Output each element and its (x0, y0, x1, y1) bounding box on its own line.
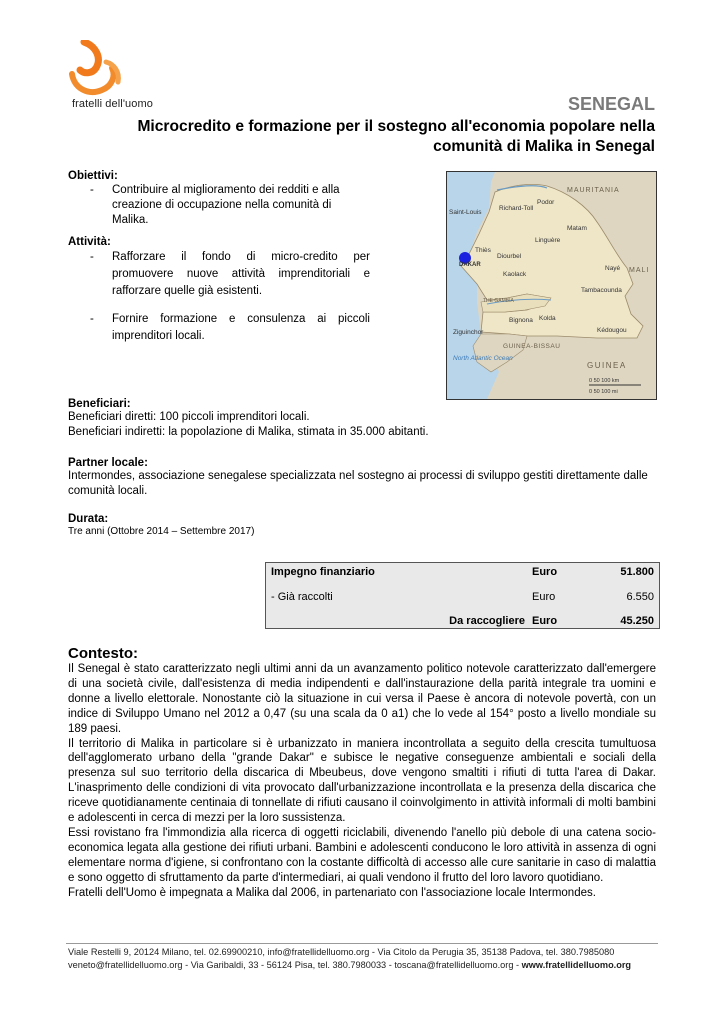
duration-label: Durata: (68, 513, 109, 525)
context-paragraph: Il Senegal è stato caratterizzato negli ultimi anni da un avanzamento politico notevole caratterizzato dall'emergere di una società civile, dall'esistenza di media indipendenti e dall'instaurazione della parità integrale tra uomini e donne a livello elettorale. Nonostante ciò la situazione in cui versa il Paese è ancora di notevole povertà, con un indice di Sviluppo Umano nel 2012 a 0,47 (su una scala da 0 a1) che lo vede al 154° posto a livello mondiale su 189 paesi. (68, 663, 656, 735)
map-label: MAURITANIA (567, 187, 620, 194)
partner-label: Partner locale: (68, 457, 148, 469)
map-label: Kédougou (597, 327, 627, 334)
context-paragraph: Il territorio di Malika in particolare si è urbanizzato in maniera incontrollata a seguito della crescita tumultuosa dell'agglomerato urbano della "grande Dakar" e subisce le negative conseguenze ambientali e sociali della presenza sul suo territorio della discarica di Mbeubeus, dove vengono smaltiti i rifiuti di tutta l'area di Dakar. L'inasprimento delle condizioni di vita provocato dall'urbanizzazione incontrollata e la presenza della discarica che riceve quotidianamente centinaia di tonnellate di rifiuti causano il coinvolgimento in attività informali di molti bambini e adolescenti in cerca di mezzi per la loro sussistenza. (68, 737, 656, 825)
activity-item: - Rafforzare il fondo di micro-credito per promuovere nuove attività imprenditoriali e rafforzare quelle già esistenti. (90, 251, 370, 297)
map-scale-km: 0 50 100 km (589, 378, 620, 384)
logo-text: fratelli dell'uomo (72, 98, 153, 110)
senegal-map-svg (447, 172, 656, 399)
map-label: Diourbel (497, 253, 522, 260)
map-label: Nayé (605, 265, 621, 272)
map-label: GUINEA-BISSAU (503, 343, 561, 350)
context-body (68, 662, 656, 901)
map-label: Tambacounda (581, 287, 622, 294)
finance-row-raised: - Già raccolti Euro 6.550 (271, 591, 654, 603)
map-label: Matam (567, 225, 587, 232)
footer-line1: Viale Restelli 9, 20124 Milano, tel. 02.69900210, info@fratellidelluomo.org - Via Citolo da Perugia 35, 35138 Padova, tel. 380.7985080 (68, 947, 615, 957)
context-heading: Contesto: (68, 645, 138, 662)
project-title-line2: comunità di Malika in Senegal (433, 138, 655, 155)
map-label: MALI (629, 267, 650, 274)
website-link[interactable]: www.fratellidelluomo.org (521, 960, 632, 970)
map-label: North Atlantic Ocean (453, 355, 513, 362)
objectives-section (68, 170, 368, 228)
partner-text: Intermondes, associazione senegalese specializzata nel sostegno ai processi di sviluppo gestiti direttamente dalle comunità locali. (68, 470, 648, 497)
map-label: Linguère (535, 237, 561, 244)
map-label: Saint-Louis (449, 209, 482, 216)
country-title: SENEGAL (567, 94, 655, 114)
bullet-dash: - (90, 313, 94, 325)
beneficiaries-direct: Beneficiari diretti: 100 piccoli imprenditori locali. (68, 411, 310, 423)
map-label: Ziguinchor (453, 329, 484, 336)
context-paragraph: Fratelli dell'Uomo è impegnata a Malika dal 2006, in partenariato con l'associazione locale Intermondes. (68, 886, 596, 899)
finance-table (265, 562, 660, 629)
map-label: Kaolack (503, 271, 527, 278)
objectives-label: Obiettivi: (68, 170, 118, 182)
context-paragraph: Essi rovistano fra l'immondizia alla ricerca di oggetti riciclabili, divenendo l'anello più debole di una catena socio-economica legata alla gestione dei rifiuti urbani. Bambini e adolescenti conducono le loro attività in assenza di ogni elementare norma d'igiene, si confrontano con la costante difficoltà di accesso alle cure sanitarie in caso di malattia e sono oggetto di sfruttamento da parte d'intermediari, ai quali vendono il frutto del loro lavoro quotidiano. (68, 826, 656, 884)
duration-section (68, 513, 658, 538)
map-label: Richard-Toll (499, 205, 534, 212)
project-title (65, 117, 655, 157)
duration-text: Tre anni (Ottobre 2014 – Settembre 2017) (68, 526, 255, 537)
logo-mark-icon (66, 40, 128, 98)
map-label: Thiès (475, 247, 491, 254)
finance-row-to-raise: Da raccogliere Euro 45.250 (449, 615, 654, 627)
footer-line2: veneto@fratellidelluomo.org - Via Garibaldi, 33 - 56124 Pisa, tel. 380.7980033 - toscana@fratellidelluomo.org - www.fratellidelluomo.org (68, 960, 632, 970)
beneficiaries-section (68, 398, 658, 440)
activities-section (68, 236, 370, 345)
activity-item: - Fornire formazione e consulenza ai piccoli imprenditori locali. (90, 313, 370, 342)
beneficiaries-indirect: Beneficiari indiretti: la popolazione di Malika, stimata in 35.000 abitanti. (68, 426, 429, 438)
bullet-dash: - (90, 251, 94, 263)
objective-item: - Contribuire al miglioramento dei redditi e alla creazione di occupazione nella comunità di Malika. (90, 184, 340, 226)
finance-row-total: Impegno finanziario Euro 51.800 (271, 566, 654, 578)
senegal-map (446, 171, 657, 400)
map-label: Bignona (509, 317, 533, 324)
bullet-dash: - (90, 184, 94, 196)
map-label: Kolda (539, 315, 556, 322)
map-label: DAKAR (459, 262, 481, 268)
organization-logo (66, 40, 176, 115)
activities-label: Attività: (68, 236, 111, 248)
map-label: GUINEA (587, 361, 627, 370)
partner-section (68, 457, 658, 499)
footer (68, 946, 688, 972)
map-label: THE GAMBIA (483, 298, 514, 304)
footer-divider (66, 943, 658, 944)
project-title-line1: Microcredito e formazione per il sostegno all'economia popolare nella (137, 118, 655, 135)
beneficiaries-label: Beneficiari: (68, 398, 131, 410)
map-scale-mi: 0 50 100 mi (589, 389, 618, 395)
map-label: Podor (537, 199, 555, 206)
